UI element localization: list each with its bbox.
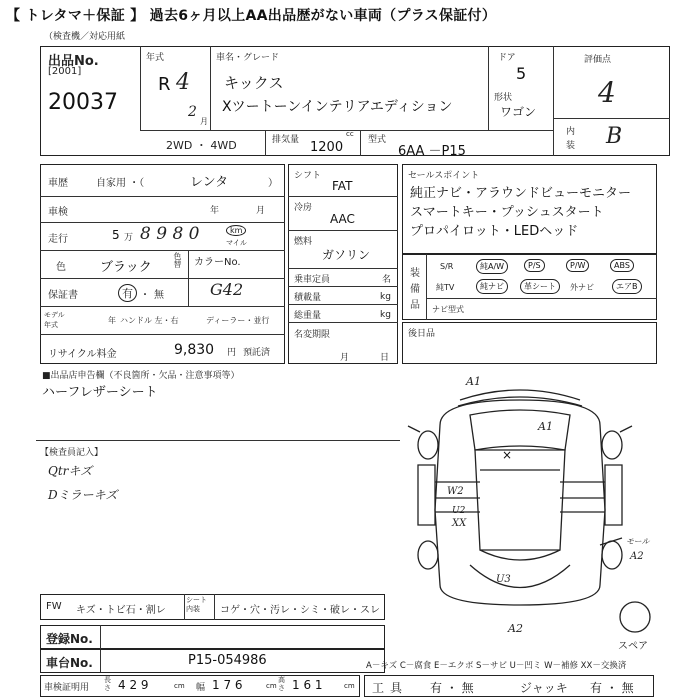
recycle-note: 預託済 [243, 348, 271, 358]
inspector-label: 【検査員記入】 [40, 448, 104, 458]
equip-ps: P/S [524, 259, 545, 272]
sales-line-3: プロパイロット・LEDヘッド [410, 224, 579, 239]
model-year-handle: ハンドル 左・右 [120, 316, 179, 325]
mileage-label: 走行 [48, 234, 68, 245]
equip-sr: S/R [440, 262, 454, 271]
capacity-label: 乗車定員 [294, 275, 331, 285]
fuel-label: 燃料 [294, 237, 313, 247]
load-unit: kg [380, 292, 391, 302]
lot-number: 20037 [48, 90, 118, 115]
fw-items: キズ・トビ石・割レ [76, 605, 166, 616]
sales-line-1: 純正ナビ・アラウンドビューモニター [410, 186, 632, 201]
equip-ext-navi: 外ナビ [570, 283, 594, 292]
weight-unit: kg [380, 310, 391, 320]
name-change-label: 名変期限 [294, 330, 331, 340]
weight-label: 総重量 [294, 311, 322, 321]
later-items-frame [402, 322, 657, 364]
equip-label-2: 備 [410, 284, 420, 295]
aircon-value: AAC [330, 212, 355, 226]
model-year-label-2: 年式 [44, 321, 58, 329]
tools-label: 工具 [372, 681, 409, 695]
mark-a1-hood: A1 [538, 420, 553, 433]
mark-a2-bottom: A2 [508, 622, 523, 635]
type-label: 型式 [368, 135, 387, 145]
shaken-label: 車検 [48, 207, 68, 218]
model-name: キックス [224, 74, 284, 92]
cert-width-unit: cm [266, 682, 277, 690]
name-change-month: 月 [340, 353, 350, 363]
color-value: ブラック [100, 260, 152, 275]
lot-code: [2001] [48, 66, 82, 77]
drive-value: 2WD ・ 4WD [166, 139, 237, 152]
jack-value: 有 ・ 無 [590, 681, 634, 695]
cert-height-label: 高さ [278, 676, 285, 692]
cert-length-label: 長さ [104, 676, 111, 692]
seat-label: シート内装 [186, 596, 207, 613]
later-items-label: 後日品 [408, 329, 436, 339]
subnote: （検査機／対応用紙 [44, 32, 126, 42]
equip-abs: ABS [610, 259, 634, 272]
capacity-unit: 名 [382, 275, 392, 285]
year-label: 年式 [146, 53, 165, 63]
shift-value: FAT [332, 179, 353, 193]
load-label: 積載量 [294, 293, 322, 303]
seller-notes-text: ハーフレザーシート [42, 385, 158, 400]
mileage-km: km [226, 225, 246, 236]
year-month-unit: 月 [200, 117, 208, 126]
interior-label-2: 装 [566, 141, 576, 151]
equip-navi-model: ナビ型式 [432, 305, 464, 314]
year-month: 2 [188, 104, 197, 120]
recycle-value: 9,830 [174, 342, 215, 358]
equip-label-1: 装 [410, 268, 420, 279]
model-year-dealer: ディーラー・並行 [206, 316, 270, 325]
cert-height: 1 6 1 [292, 678, 323, 692]
shaken-year-unit: 年 [210, 206, 220, 216]
sales-line-2: スマートキー・プッシュスタート [410, 205, 604, 220]
cert-width: 1 7 6 [212, 678, 243, 692]
mark-a1-top: A1 [466, 375, 481, 388]
mark-w2: W2 [447, 486, 464, 497]
shape-label: 形状 [494, 93, 513, 103]
recycle-label: リサイクル料金 [48, 349, 117, 360]
score-value: 4 [598, 76, 616, 109]
chassis-value: P15-054986 [188, 653, 267, 668]
mark-mall: モール [626, 537, 650, 546]
displacement-label: 排気量 [272, 135, 300, 145]
cert-length-unit: cm [174, 682, 185, 690]
sales-label: セールスポイント [408, 171, 480, 181]
tools-value: 有 ・ 無 [430, 681, 474, 695]
equip-tv: 純TV [436, 283, 455, 292]
registration-label: 登録No. [46, 632, 93, 646]
seat-items: コゲ・穴・汚レ・シミ・破レ・スレ [220, 605, 380, 616]
year-value: 4 [176, 70, 190, 95]
car-damage-diagram [400, 370, 690, 640]
year-era: R [158, 74, 171, 95]
interior-label-1: 内 [566, 127, 576, 137]
doors-label: ドア [498, 53, 516, 63]
equip-leather: 革シート [520, 279, 560, 294]
fuel-value: ガソリン [322, 248, 371, 262]
name-change-day: 日 [380, 353, 390, 363]
equip-alloy: 純A/W [476, 259, 508, 274]
displacement-unit: cc [346, 130, 354, 138]
color-label: 色 [56, 262, 66, 273]
history-options: 自家用 ・（ [96, 178, 145, 189]
model-grade: Xツートーンインテリアエディション [222, 99, 453, 115]
model-year-unit: 年 [108, 316, 116, 325]
aircon-label: 冷房 [294, 203, 313, 213]
color-code-label: カラーNo. [194, 257, 241, 268]
cert-label: 車検証明用 [44, 683, 90, 693]
displacement-value: 1200 [310, 140, 344, 155]
shift-label: シフト [294, 171, 322, 181]
jack-label: ジャッキ [520, 681, 568, 695]
warranty-label: 保証書 [48, 290, 78, 301]
interior-value: B [606, 124, 623, 149]
color-side: 色替 [173, 252, 182, 268]
doors-value: 5 [516, 64, 527, 83]
equip-airbag: エアB [612, 279, 642, 294]
cert-height-unit: cm [344, 682, 355, 690]
score-label: 評価点 [584, 55, 612, 65]
color-code: G42 [210, 280, 244, 299]
chassis-label: 車台No. [46, 656, 93, 670]
legend: A－キズ C－腐食 E－エクボ S－サビ U－凹ミ W－補修 XX－交換済 [366, 661, 627, 671]
shaken-month-unit: 月 [256, 206, 266, 216]
inspector-line-1: Qtrキズ [48, 464, 93, 478]
cert-length: 4 2 9 [118, 678, 149, 692]
equip-navi: 純ナビ [476, 279, 508, 294]
mileage-man: 5 [112, 228, 120, 242]
mileage-digits: 8 9 8 0 [140, 224, 200, 244]
mark-u2: U2 [452, 506, 466, 516]
mark-xx: XX [452, 518, 467, 529]
equip-label-3: 品 [410, 300, 420, 311]
history-label: 車歴 [48, 178, 68, 189]
mark-x: × [502, 448, 513, 462]
mark-a2-right: A2 [630, 551, 644, 562]
history-value: レンタ [190, 175, 229, 190]
shape-value: ワゴン [500, 105, 537, 119]
mark-u3: U3 [496, 574, 511, 585]
history-close: ） [268, 178, 278, 189]
model-year-label-1: モデル [44, 311, 65, 319]
lot-label: 出品No. [48, 54, 99, 69]
warranty-yes: 有 [118, 284, 137, 302]
inspector-line-2: Dミラーキズ [48, 488, 118, 502]
type-value: 6AA －P15 [398, 144, 466, 159]
cert-width-label: 幅 [196, 683, 206, 693]
equip-pw: P/W [566, 259, 589, 272]
spare-label: スペア [618, 641, 648, 652]
warranty-no: 無 [154, 290, 164, 301]
recycle-unit: 円 [227, 348, 237, 358]
mileage-mile: マイル [226, 239, 247, 247]
model-label: 車名・グレード [216, 53, 280, 63]
seller-notes-label: ■出品店申告欄（不良箇所・欠品・注意事項等） [42, 371, 240, 381]
mileage-man-unit: 万 [124, 233, 134, 243]
banner: 【 トレタマ＋保証 】 過去6ヶ月以上AA出品歴がない車両（プラス保証付） [6, 8, 497, 24]
fw-label: FW [46, 601, 62, 612]
